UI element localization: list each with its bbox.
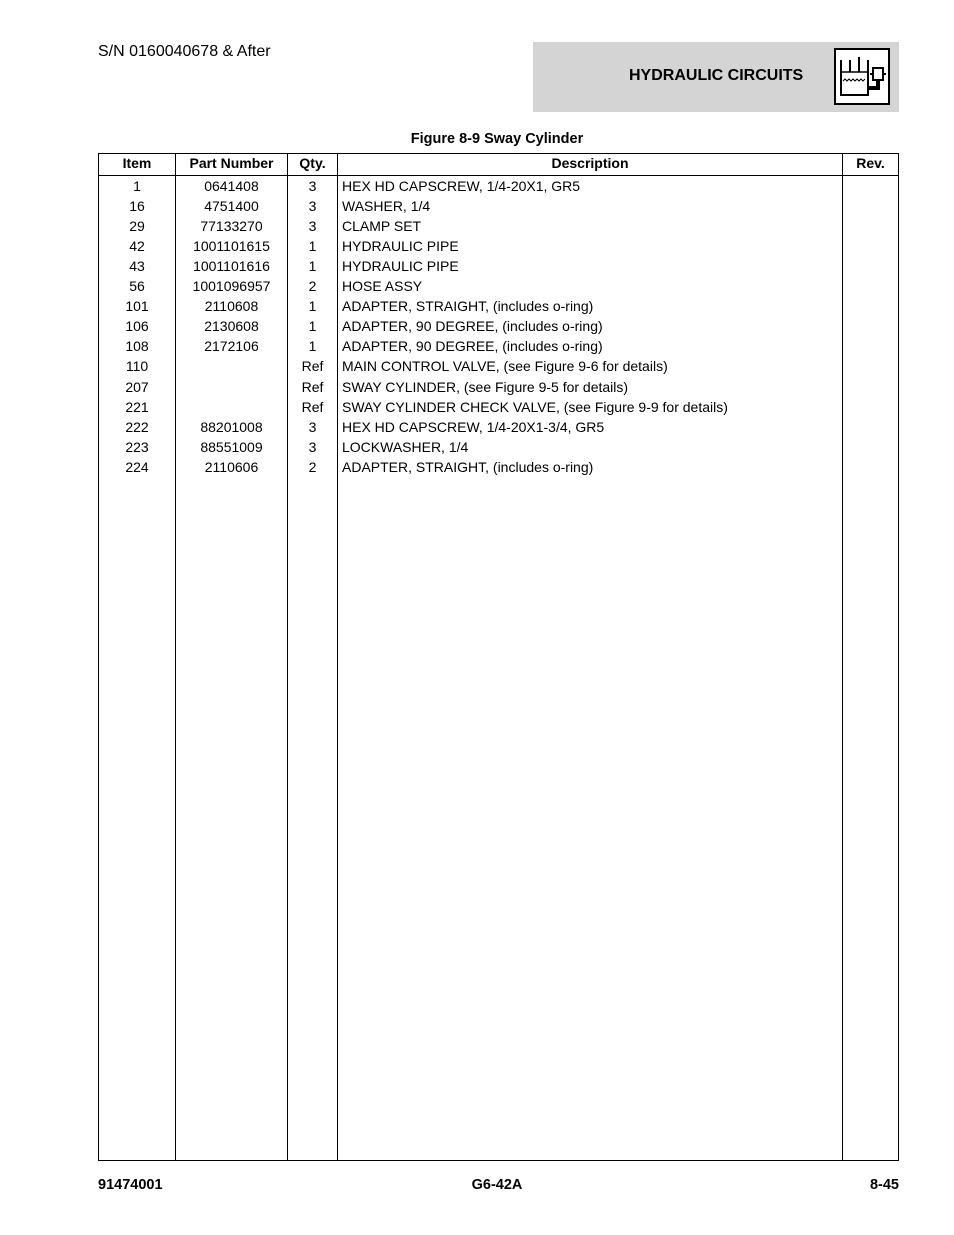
row-item: 29 — [129, 218, 145, 235]
table-row — [99, 176, 898, 196]
row-item: 101 — [125, 298, 149, 315]
row-qty: Ref — [301, 358, 324, 375]
row-qty: 2 — [308, 458, 317, 475]
hydraulic-tank-icon — [834, 48, 890, 105]
column-header-part-number: Part Number — [189, 155, 274, 171]
row-qty: 1 — [308, 258, 317, 275]
row-item: 56 — [129, 278, 145, 295]
row-qty: 3 — [308, 418, 317, 435]
row-qty: 1 — [308, 318, 317, 335]
row-qty: 1 — [308, 238, 317, 255]
row-part-number: 2110606 — [204, 458, 259, 475]
row-description: HYDRAULIC PIPE — [342, 238, 459, 255]
table-row — [99, 216, 898, 236]
row-item: 16 — [129, 198, 145, 215]
row-part-number: 2130608 — [204, 318, 259, 335]
row-description: CLAMP SET — [342, 218, 422, 235]
row-part-number: 4751400 — [204, 198, 259, 215]
table-row — [99, 316, 898, 336]
row-description: LOCKWASHER, 1/4 — [342, 438, 469, 455]
table-row — [99, 356, 898, 376]
row-description: MAIN CONTROL VALVE, (see Figure 9-6 for details) — [342, 358, 668, 375]
row-item: 108 — [125, 338, 149, 355]
row-item: 222 — [125, 418, 149, 435]
row-description: ADAPTER, 90 DEGREE, (includes o-ring) — [342, 318, 603, 335]
row-description: ADAPTER, STRAIGHT, (includes o-ring) — [342, 298, 594, 315]
table-row — [99, 276, 898, 296]
page-number: 8-45 — [869, 1177, 899, 1193]
row-qty: Ref — [301, 398, 324, 415]
section-header — [533, 42, 899, 112]
table-row — [99, 256, 898, 276]
column-header-qty: Qty. — [299, 155, 326, 171]
row-qty: 3 — [308, 438, 317, 455]
row-qty: Ref — [301, 378, 324, 395]
row-description: SWAY CYLINDER, (see Figure 9-5 for details) — [342, 378, 629, 395]
row-item: 106 — [125, 318, 149, 335]
column-header-rev: Rev. — [856, 155, 885, 171]
row-item: 224 — [125, 458, 149, 475]
row-qty: 1 — [308, 298, 317, 315]
row-part-number: 2172106 — [204, 338, 259, 355]
row-item: 221 — [125, 398, 149, 415]
row-description: HYDRAULIC PIPE — [342, 258, 459, 275]
row-qty: 3 — [308, 178, 317, 194]
row-part-number: 1001101615 — [193, 238, 270, 255]
table-row — [99, 236, 898, 256]
row-item: 110 — [125, 358, 149, 375]
row-part-number: 0641408 — [204, 178, 259, 194]
row-part-number: 1001096957 — [192, 278, 271, 295]
section-title: HYDRAULIC CIRCUITS — [629, 67, 804, 84]
row-description: ADAPTER, 90 DEGREE, (includes o-ring) — [342, 338, 603, 355]
row-qty: 3 — [308, 218, 317, 235]
row-description: SWAY CYLINDER CHECK VALVE, (see Figure 9-9 for details) — [342, 398, 728, 415]
row-item: 43 — [129, 258, 145, 275]
document-number: 91474001 — [98, 1177, 163, 1193]
row-description: HEX HD CAPSCREW, 1/4-20X1, GR5 — [342, 178, 581, 194]
table-row — [99, 377, 898, 397]
row-item: 223 — [125, 438, 149, 455]
table-row — [99, 417, 898, 437]
row-part-number: 88551009 — [200, 438, 263, 455]
row-part-number: 88201008 — [200, 418, 263, 435]
row-qty: 2 — [308, 278, 317, 295]
row-item: 207 — [125, 378, 149, 395]
row-qty: 3 — [308, 198, 317, 215]
figure-title: Figure 8-9 Sway Cylinder — [410, 131, 584, 147]
row-item: 42 — [129, 238, 145, 255]
model-number: G6-42A — [471, 1177, 523, 1193]
table-row — [99, 397, 898, 417]
row-description: WASHER, 1/4 — [342, 198, 431, 215]
row-description: ADAPTER, STRAIGHT, (includes o-ring) — [342, 458, 594, 475]
table-row — [99, 296, 898, 316]
table-row — [99, 336, 898, 356]
table-row — [99, 437, 898, 457]
parts-table — [98, 153, 899, 1161]
column-header-item: Item — [122, 155, 152, 171]
row-part-number: 2110608 — [204, 298, 259, 315]
row-item: 1 — [133, 178, 141, 194]
column-header-description: Description — [551, 155, 629, 171]
row-description: HEX HD CAPSCREW, 1/4-20X1-3/4, GR5 — [342, 418, 605, 435]
table-row — [99, 196, 898, 216]
row-qty: 1 — [308, 338, 317, 355]
serial-number-range: S/N 0160040678 & After — [98, 43, 271, 60]
table-row — [99, 457, 898, 477]
row-description: HOSE ASSY — [342, 278, 423, 295]
row-part-number: 77133270 — [200, 218, 263, 235]
row-part-number: 1001101616 — [193, 258, 270, 275]
